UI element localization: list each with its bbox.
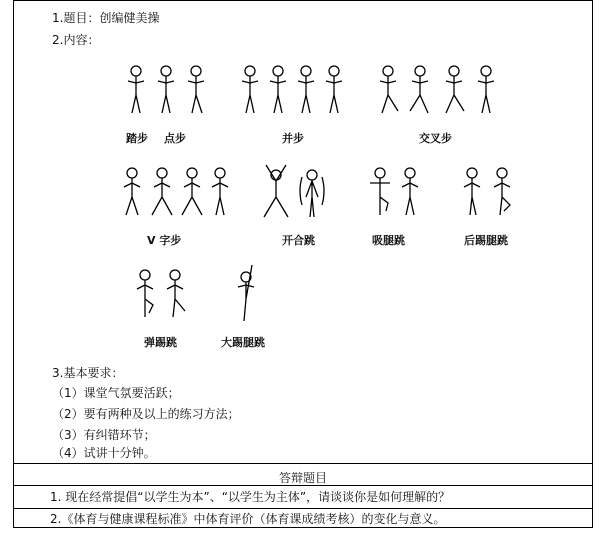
caption-tantitiao: 弹踢跳 [144,336,177,349]
requirement-item: （3）有纠错环节； [52,428,156,442]
exam-card [13,0,593,528]
caption-v-step: V 字步 [147,234,182,247]
requirement-item: （2）要有两种及以上的练习方法； [52,407,240,421]
caption-dianbu: 点步 [164,132,186,145]
caption-datituitiao: 大踢腿跳 [221,336,265,349]
requirements-label: 3.基本要求： [52,366,124,380]
defense-header: 答辩题目 [278,471,327,485]
requirement-item: （1）课堂气氛要活跃； [52,386,180,400]
defense-question: 1. 现在经常提倡“以学生为本”、“以学生为主体”，请谈谈你是如何理解的？ [50,490,451,504]
caption-kaihetiao: 开合跳 [282,234,315,247]
step-illustration-tantitiao [131,267,191,325]
caption-jiaochabu: 交叉步 [419,132,452,145]
requirement-item: （4）试讲十分钟。 [52,446,156,460]
content-label: 2.内容： [52,33,100,47]
step-illustration-kaihetiao [254,161,334,223]
step-illustration-houtitui [458,165,518,223]
caption-taibu: 踏步 [126,132,148,145]
question-title: 1.题目：创编健美操 [52,11,160,25]
step-illustration-jiaochabu [374,63,504,121]
step-illustration-bingbu [236,63,346,121]
step-illustration-datitui [226,263,266,325]
step-illustration-v-step [118,165,233,223]
step-illustration-taibu-dianbu [122,63,212,121]
caption-xituitiao: 吸腿跳 [372,234,405,247]
section-divider [14,485,592,486]
defense-question: 2.《体育与健康课程标准》中体育评价（体育课成绩考核）的变化与意义。 [50,512,446,526]
step-illustration-xituitiao [366,165,426,223]
caption-houtituitiao: 后踢腿跳 [464,234,508,247]
section-divider [14,463,592,464]
section-divider [14,508,592,509]
caption-bingbu: 并步 [282,132,304,145]
